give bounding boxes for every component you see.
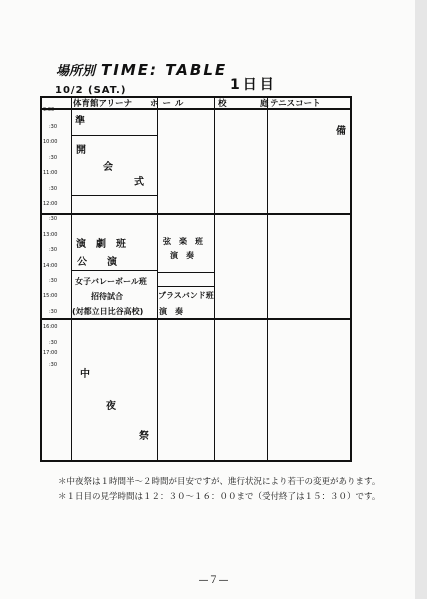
date-label: 10/2 (SAT.) <box>55 85 127 96</box>
time-label: :30 <box>49 186 58 192</box>
column-divider <box>157 96 158 462</box>
drama-performance: 公 演 <box>77 257 117 268</box>
brass-band-performance: 演 奏 <box>159 307 183 316</box>
time-label: :30 <box>49 340 58 346</box>
time-label: :30 <box>49 278 58 284</box>
time-label: :30 <box>49 155 58 161</box>
night-festival-char-2: 夜 <box>106 401 116 412</box>
opening-char-3: 式 <box>134 177 144 188</box>
column-header-gym: 体育館アリーナ <box>73 99 133 109</box>
page-title <box>56 60 227 79</box>
volleyball-match: 招待試合 <box>91 292 123 301</box>
night-festival-char-1: 中 <box>80 369 90 380</box>
row-rule <box>157 286 214 287</box>
time-label: :30 <box>49 362 58 368</box>
volleyball-opponent: (対都立日比谷高校) <box>72 307 144 316</box>
time-label: 16:00 <box>43 324 58 330</box>
row-rule <box>71 135 157 136</box>
time-label: :30 <box>49 247 58 253</box>
prep-start: 準 <box>75 116 85 127</box>
time-label: 11:00 <box>43 170 58 176</box>
binding-edge <box>415 0 427 599</box>
time-label: 9:00 <box>43 107 55 113</box>
column-header-school: 校 <box>218 99 227 109</box>
note-1: ＊中夜祭は１時間半～２時間が目安ですが、進行状況により若干の変更があります。 <box>58 477 381 487</box>
time-label: 15:00 <box>43 293 58 299</box>
drama-club: 演 劇 班 <box>76 239 126 250</box>
column-header-tennis: テニスコート <box>270 99 321 109</box>
time-label: :30 <box>49 216 58 222</box>
strings-club: 弦 楽 班 <box>163 237 203 246</box>
column-divider <box>71 96 72 462</box>
title-en: TIME: TABLE <box>101 61 228 79</box>
column-divider <box>214 96 215 462</box>
brass-band-club: ブラスバンド班 <box>158 291 214 300</box>
time-label: 12:00 <box>43 201 58 207</box>
column-header-hall: ホール <box>150 99 188 109</box>
volleyball-club: 女子バレーボール班 <box>75 277 147 286</box>
opening-char-2: 会 <box>103 162 113 173</box>
prep-end: 備 <box>336 126 346 137</box>
section-rule <box>40 213 352 215</box>
notes <box>58 475 408 505</box>
time-label: :30 <box>49 124 58 130</box>
row-rule <box>157 272 214 273</box>
time-label: 13:00 <box>43 232 58 238</box>
row-rule <box>71 270 157 271</box>
section-rule <box>40 318 352 320</box>
strings-performance: 演 奏 <box>170 251 194 260</box>
day-label: 1日目 <box>230 77 277 93</box>
time-label: 14:00 <box>43 263 58 269</box>
column-divider <box>267 96 268 462</box>
time-label: 10:00 <box>43 139 58 145</box>
time-label: :30 <box>49 309 58 315</box>
opening-char-1: 開 <box>76 145 86 156</box>
time-label: 17:00 <box>43 350 58 356</box>
note-2: ＊１日目の見学時間は１２：３０～１６：００まで（受付終了は１５：３０）です。 <box>58 492 381 502</box>
row-rule <box>71 195 157 196</box>
page-number: —７— <box>198 575 229 586</box>
title-jp: 場所別 <box>56 64 96 79</box>
column-header-yard: 庭 <box>260 99 269 109</box>
night-festival-char-3: 祭 <box>139 431 149 442</box>
